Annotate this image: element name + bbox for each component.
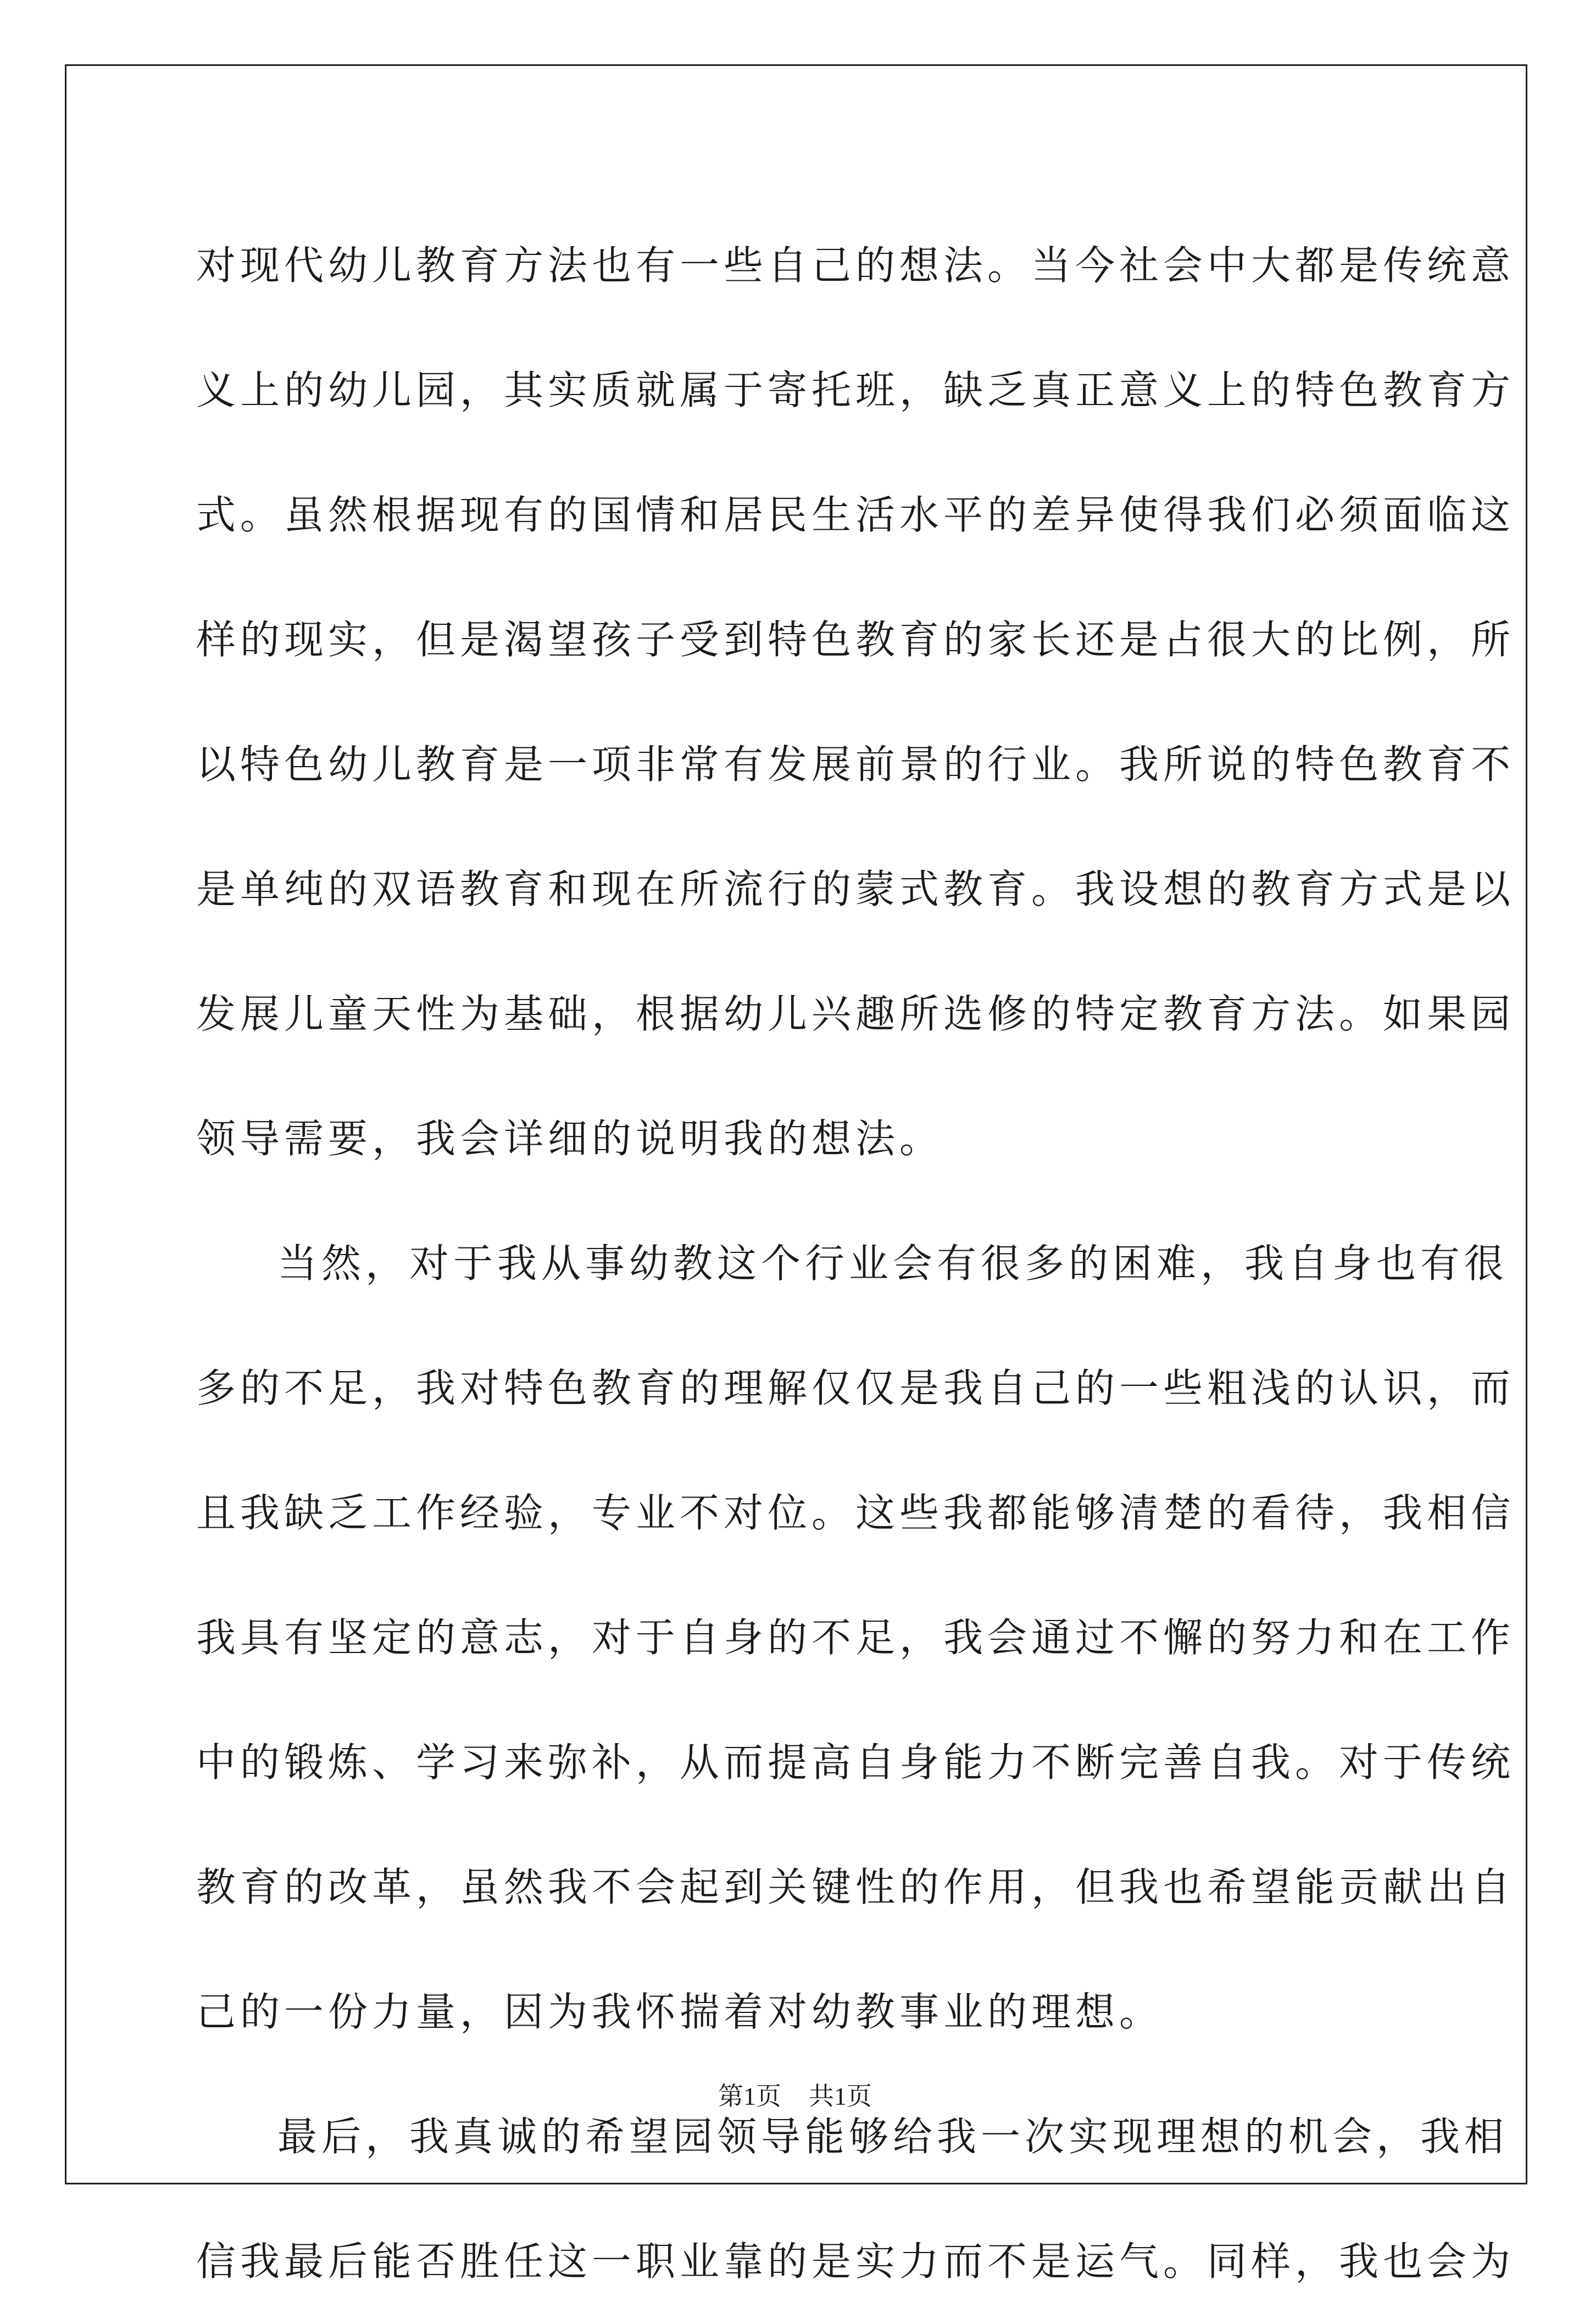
text-line: 多的不足，我对特色教育的理解仅仅是我自己的一些粗浅的认识，而: [196, 1365, 1515, 1411]
text-line: 样的现实，但是渴望孩子受到特色教育的家长还是占很大的比例，所: [196, 617, 1515, 663]
text-line: 以特色幼儿教育是一项非常有发展前景的行业。我所说的特色教育不: [196, 741, 1515, 787]
text-line: 式。虽然根据现有的国情和居民生活水平的差异使得我们必须面临这: [196, 492, 1515, 538]
text-line: 且我缺乏工作经验，专业不对位。这些我都能够清楚的看待，我相信: [196, 1490, 1515, 1536]
document-body: [196, 203, 1515, 2324]
text-line: 发展儿童天性为基础，根据幼儿兴趣所选修的特定教育方法。如果园: [196, 991, 1515, 1037]
paragraph-start-line: 当然，对于我从事幼教这个行业会有很多的困难，我自身也有很: [277, 1240, 1509, 1286]
text-line: 己的一份力量，因为我怀揣着对幼教事业的理想。: [196, 1989, 1164, 2035]
page-footer: [0, 2076, 1590, 2112]
page-number-total: 共1页: [809, 2082, 872, 2110]
paragraph-start-line: 最后，我真诚的希望园领导能够给我一次实现理想的机会，我相: [277, 2114, 1509, 2160]
page-number-current: 第1页: [718, 2082, 781, 2110]
text-line: 教育的改革，虽然我不会起到关键性的作用，但我也希望能贡献出自: [196, 1864, 1515, 1910]
text-line: 义上的幼儿园，其实质就属于寄托班，缺乏真正意义上的特色教育方: [196, 367, 1515, 413]
text-line: 领导需要，我会详细的说明我的想法。: [196, 1116, 944, 1162]
text-line: 中的锻炼、学习来弥补，从而提高自身能力不断完善自我。对于传统: [196, 1739, 1515, 1785]
text-line: 信我最后能否胜任这一职业靠的是实力而不是运气。同样，我也会为: [196, 2238, 1515, 2284]
text-line: 我具有坚定的意志，对于自身的不足，我会通过不懈的努力和在工作: [196, 1615, 1515, 1661]
text-line: 对现代幼儿教育方法也有一些自己的想法。当今社会中大都是传统意: [196, 242, 1515, 289]
text-line: 是单纯的双语教育和现在所流行的蒙式教育。我设想的教育方式是以: [196, 866, 1515, 912]
